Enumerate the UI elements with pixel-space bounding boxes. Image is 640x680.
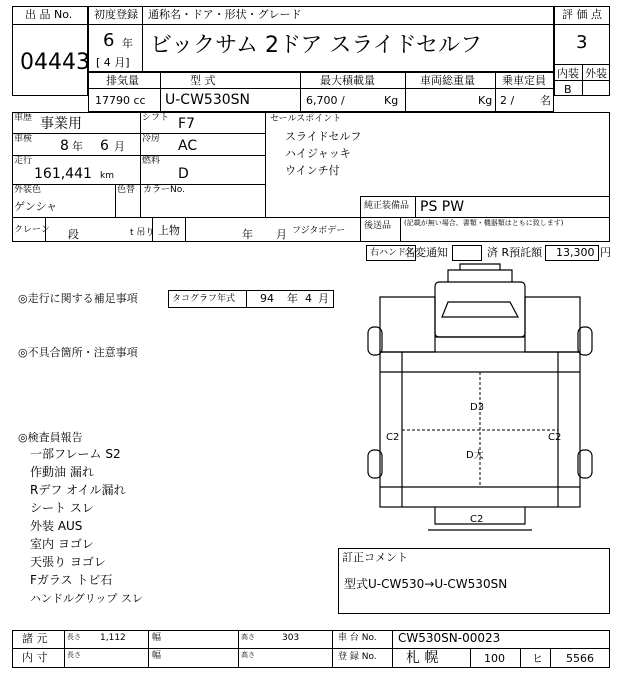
inspector-title: ◎検査員報告 <box>18 431 83 444</box>
recycle-label: 済 R預託額 <box>487 246 543 259</box>
detail-v5 <box>115 184 116 217</box>
inspector-item: Rデフ オイル漏れ <box>30 483 126 497</box>
sales-point-1: スライドセルフ <box>285 130 362 143</box>
tacho-v <box>246 290 247 308</box>
header-vdiv <box>142 6 143 72</box>
height: 303 <box>282 633 300 643</box>
inner-label: 内 寸 <box>22 651 48 664</box>
spec-v2 <box>300 72 301 112</box>
reg-area: 札 幌 <box>406 650 439 666</box>
spec-v3 <box>405 72 406 112</box>
name-label: 通称名・ドア・形状・グレード <box>148 8 302 21</box>
inspector-item: 天張り ヨゴレ <box>30 555 106 569</box>
crane-label: クレーン <box>14 225 50 235</box>
model-label: 型 式 <box>190 74 216 87</box>
damage-mark-d-large: D大 <box>466 450 484 461</box>
ac-label: 冷房 <box>142 134 161 144</box>
footer-v5 <box>392 630 393 668</box>
height-label: 高さ <box>241 633 255 641</box>
inner-height-label: 高さ <box>241 651 255 659</box>
detail-h3 <box>12 184 265 185</box>
dan-label: 段 <box>68 228 79 241</box>
sales-point-2: ハイジャッキ <box>285 147 351 160</box>
shift-label: シフト <box>142 113 170 123</box>
footer-v8 <box>550 648 551 668</box>
recycle-amount: 13,300 <box>556 246 595 259</box>
color-no-label: 色替 <box>117 185 136 195</box>
footer-v3 <box>238 630 239 668</box>
tacho-year-unit: 年 <box>287 292 298 305</box>
inner-width-label: 幅 <box>152 651 162 661</box>
inspection-month-unit: 月 <box>114 140 125 153</box>
truck-diagram <box>360 262 600 544</box>
hoist-label: t 吊り <box>130 228 155 238</box>
length-label: 長さ <box>67 633 81 641</box>
crane-v3 <box>185 217 186 242</box>
name-change-label: 名変通知 <box>404 246 448 259</box>
grade-value: 3 <box>576 32 588 53</box>
correction-text: 型式U-CW530→U-CW530SN <box>344 577 508 591</box>
car-name: ビックサム 2ドア スライドセルフ <box>150 33 483 58</box>
color: ゲンシャ <box>14 200 58 213</box>
grade-vdiv <box>582 64 583 96</box>
reg-no-label: 登 録 No. <box>338 652 377 662</box>
detail-h2 <box>12 155 265 156</box>
detail-v6 <box>140 184 141 217</box>
reg-month: [ 4 月] <box>96 56 130 69</box>
reg-year-unit: 年 <box>122 37 133 50</box>
max-load-unit: Kg <box>384 94 399 107</box>
damage-mark-d3: D3 <box>470 402 485 413</box>
tacho-month-unit: 月 <box>318 292 329 305</box>
spec-v1 <box>160 72 161 112</box>
max-load-label: 最大積載量 <box>320 74 375 87</box>
inspector-item: 外装 AUS <box>30 519 83 533</box>
later-v0 <box>360 217 361 242</box>
mileage-label: 走行 <box>14 156 33 166</box>
crane-year-unit: 年 <box>242 228 253 241</box>
mileage: 161,441 <box>34 166 92 182</box>
reg-kana: ヒ <box>532 652 543 665</box>
interior-grade: B <box>564 83 572 96</box>
grade-divider <box>554 24 610 25</box>
inner-length-label: 長さ <box>67 651 81 659</box>
sales-label: セールスポイント <box>270 114 342 124</box>
later-note: (記載が無い場合、書類・機器類はともに致します) <box>404 219 564 227</box>
displacement-label: 排気量 <box>106 74 139 87</box>
name-change-box <box>452 245 482 261</box>
footer-v1 <box>64 630 65 668</box>
footer-v7 <box>520 648 521 668</box>
detail-v1 <box>140 112 141 184</box>
inspection-label: 車検 <box>14 134 33 144</box>
model: U-CW530SN <box>165 92 250 108</box>
history-label: 車歴 <box>14 113 33 123</box>
color-label: 外装色 <box>14 185 42 195</box>
exterior-label: 外装 <box>585 67 607 80</box>
reg-year: 6 <box>103 30 115 51</box>
detail-v2 <box>265 112 266 217</box>
footer-v4 <box>332 630 333 668</box>
equipment: PS PW <box>420 199 465 215</box>
detail-v4 <box>415 196 416 217</box>
detail-v3 <box>360 196 361 217</box>
color-no: カラーNo. <box>143 185 185 195</box>
spec-divider <box>88 88 554 89</box>
chassis-no: CW530SN-00023 <box>398 631 501 645</box>
sales-point-3: ウインチ付 <box>285 164 340 177</box>
later-label: 後送品 <box>364 221 392 231</box>
tacho-month: 4 <box>305 292 312 305</box>
gross-label: 車両総重量 <box>420 74 475 87</box>
detail-h5 <box>360 196 610 197</box>
lot-label: 出 品 No. <box>25 8 73 21</box>
body-label: フジタボデー <box>292 226 346 236</box>
damage-mark-c2-right: C2 <box>548 432 562 443</box>
chassis-label: 車 台 No. <box>338 633 377 643</box>
crane-month-unit: 月 <box>276 228 287 241</box>
fuel-label: 燃料 <box>142 156 161 166</box>
max-load: 6,700 / <box>306 94 345 107</box>
gross-unit: Kg <box>478 94 493 107</box>
yen-unit: 円 <box>600 246 611 259</box>
capacity-unit: 名 <box>540 94 551 107</box>
lot-divider <box>12 24 88 25</box>
inspection-year: 8 <box>60 138 69 154</box>
inspection-year-unit: 年 <box>72 140 83 153</box>
footer-v2 <box>148 630 149 668</box>
displacement: 17790 cc <box>95 94 146 107</box>
fuel: D <box>178 166 189 182</box>
capacity-label: 乗車定員 <box>502 74 546 87</box>
inspection-month: 6 <box>100 138 109 154</box>
header-divider <box>88 24 554 25</box>
equip-label: 純正装備品 <box>364 201 410 211</box>
running-title: ◎走行に関する補足事項 <box>18 292 138 305</box>
inspector-item: 作動油 漏れ <box>30 465 94 479</box>
inspector-item: 一部フレーム S2 <box>30 447 121 461</box>
inspector-item: Fガラス トビ石 <box>30 573 113 587</box>
dims-label: 諸 元 <box>22 632 48 645</box>
damage-mark-c2-left: C2 <box>386 432 400 443</box>
shift: F7 <box>178 116 195 132</box>
inspector-item: シート スレ <box>30 501 94 515</box>
lot-number: 04443 <box>20 50 90 75</box>
history: 事業用 <box>40 116 82 132</box>
reg-label: 初度登録 <box>94 8 138 21</box>
ac: AC <box>178 138 198 154</box>
inspector-item: 室内 ヨゴレ <box>30 537 94 551</box>
spec-v4 <box>495 72 496 112</box>
interior-label: 内装 <box>557 67 579 80</box>
damage-mark-c2-rear: C2 <box>470 514 484 525</box>
reg-class: 100 <box>484 652 505 665</box>
detail-h1 <box>12 133 265 134</box>
length: 1,112 <box>100 633 126 643</box>
footer-v6 <box>470 648 471 668</box>
capacity: 2 / <box>500 94 515 107</box>
width-label: 幅 <box>152 633 162 643</box>
steering: 右ハンドル <box>370 248 416 258</box>
reg-number: 5566 <box>566 652 594 665</box>
km-unit: km <box>100 171 114 181</box>
later-v <box>400 217 401 242</box>
upper-label: 上物 <box>158 224 180 237</box>
correction-title: 訂正コメント <box>342 551 408 564</box>
tacho-label: タコグラフ年式 <box>172 294 236 304</box>
grade-label: 評 価 点 <box>562 8 602 21</box>
defect-title: ◎不具合箇所・注意事項 <box>18 346 138 359</box>
tacho-year: 94 <box>260 292 274 305</box>
inspector-item: ハンドルグリップ スレ <box>30 592 143 605</box>
detail-h4 <box>12 217 610 218</box>
